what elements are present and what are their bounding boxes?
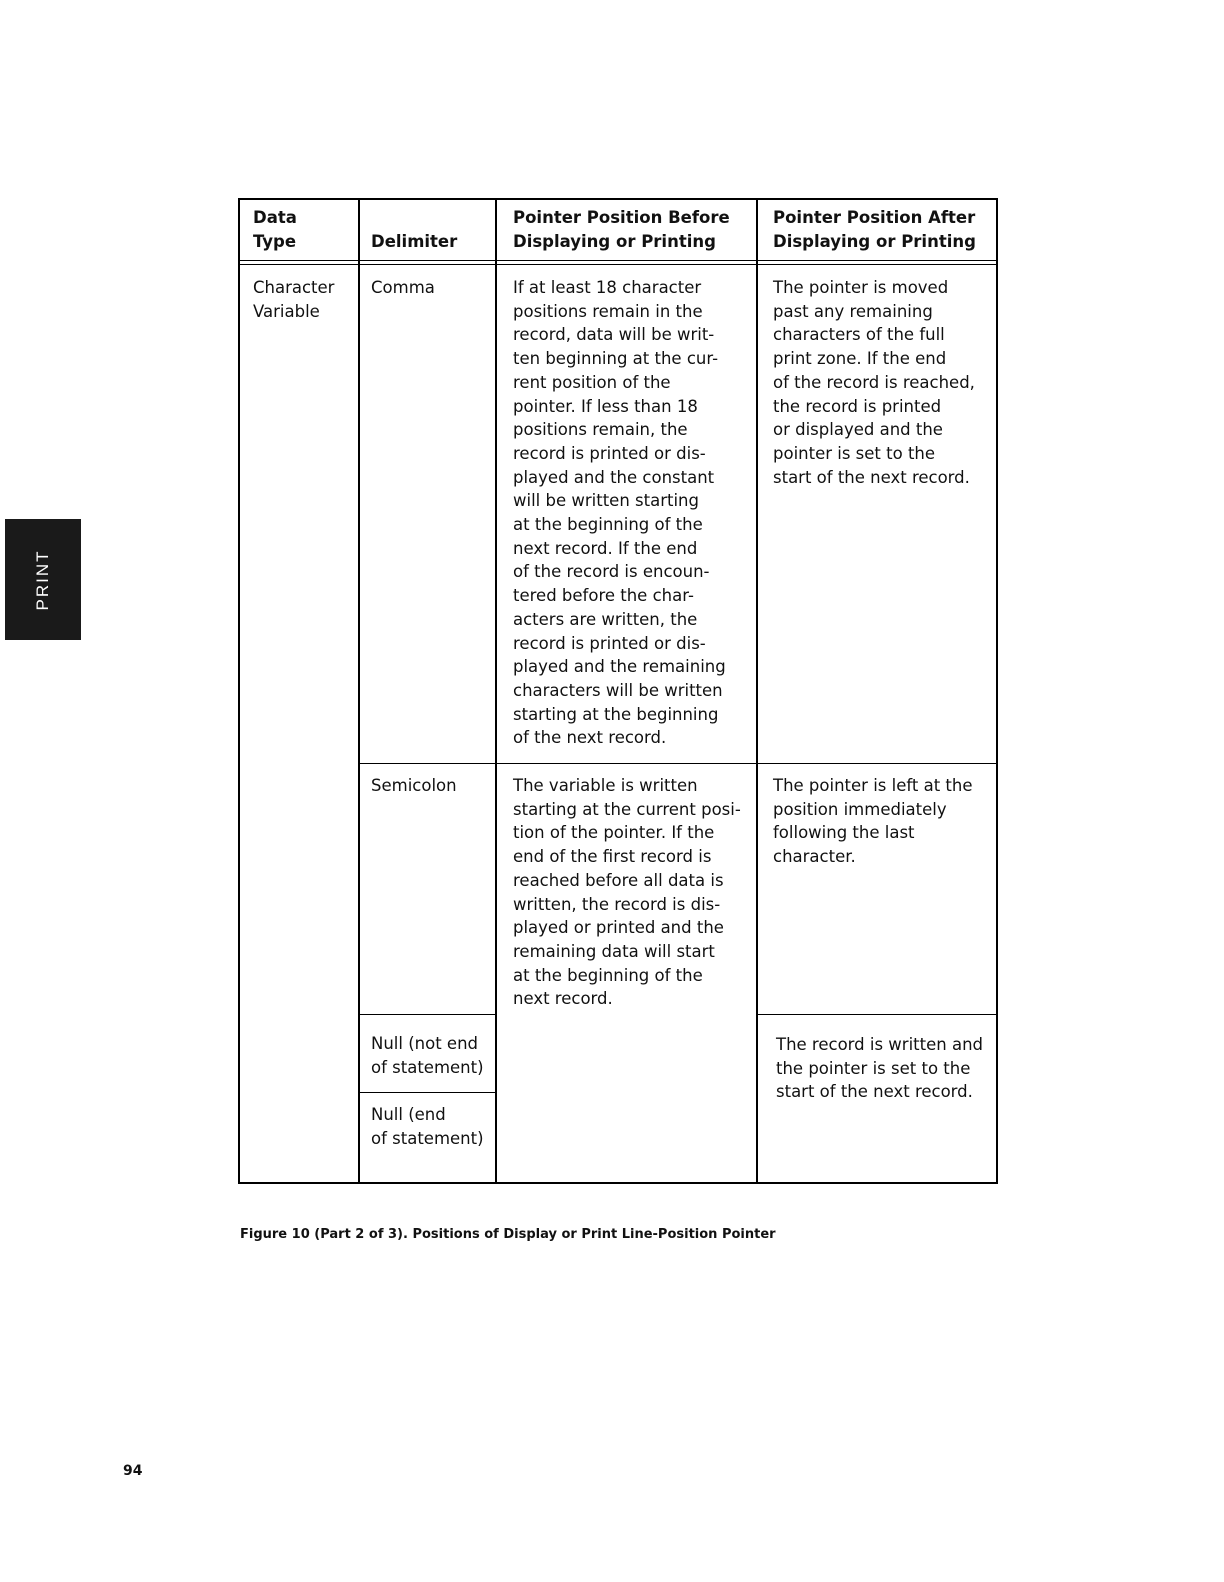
- row-divider: [358, 1092, 495, 1093]
- column-divider: [495, 200, 497, 1184]
- header-data-type: Data Type: [253, 208, 297, 251]
- header-pointer-before: Pointer Position Before Displaying or Printing: [513, 208, 730, 251]
- header-delimiter: Delimiter: [371, 232, 458, 251]
- delimiter-semicolon: Semicolon: [371, 776, 457, 795]
- header-rule: [240, 260, 996, 261]
- delimiter-null-end: Null (end of statement): [371, 1105, 484, 1148]
- page-number: 94: [123, 1463, 143, 1479]
- column-divider: [756, 200, 758, 1184]
- row-divider: [756, 1014, 996, 1015]
- column-divider: [358, 200, 360, 1184]
- row-divider: [358, 763, 996, 764]
- semicolon-after-text: The pointer is left at the position immediately following the last character.: [773, 776, 973, 867]
- delimiter-null-not-end: Null (not end of statement): [371, 1034, 484, 1077]
- comma-before-text: If at least 18 character positions remain in the record, data will be writ- ten beginning at the cur- rent position of the pointer. If less than 18 positions remain, the record is printed or dis- played and the constant will be written starting at the beginning of the next record. If the end of the record is encoun- tered before the char- acters are written, the record is printed or dis- played and the remaining characters will be written starting at the beginning of the next record.: [513, 278, 726, 748]
- delimiter-comma: Comma: [371, 278, 435, 297]
- pointer-position-table: [238, 198, 998, 1184]
- row-divider: [358, 1014, 495, 1015]
- figure-caption: Figure 10 (Part 2 of 3). Positions of Display or Print Line-Position Pointer: [240, 1227, 776, 1242]
- comma-after-text: The pointer is moved past any remaining characters of the full print zone. If the end of the record is reached, the record is printed or displayed and the pointer is set to the start of the next record.: [773, 278, 975, 487]
- side-tab: [5, 519, 81, 640]
- semicolon-before-text: The variable is written starting at the current posi- tion of the pointer. If the end of the first record is reached before all data is written, the record is dis- played or printed and the remaining data will start at the beginning of the next record.: [513, 776, 741, 1009]
- header-pointer-after: Pointer Position After Displaying or Printing: [773, 208, 976, 251]
- null-after-text: The record is written and the pointer is set to the start of the next record.: [776, 1035, 984, 1102]
- data-type-value: Character Variable: [253, 278, 335, 321]
- side-tab-label: PRINT: [33, 549, 52, 610]
- header-rule: [240, 264, 996, 265]
